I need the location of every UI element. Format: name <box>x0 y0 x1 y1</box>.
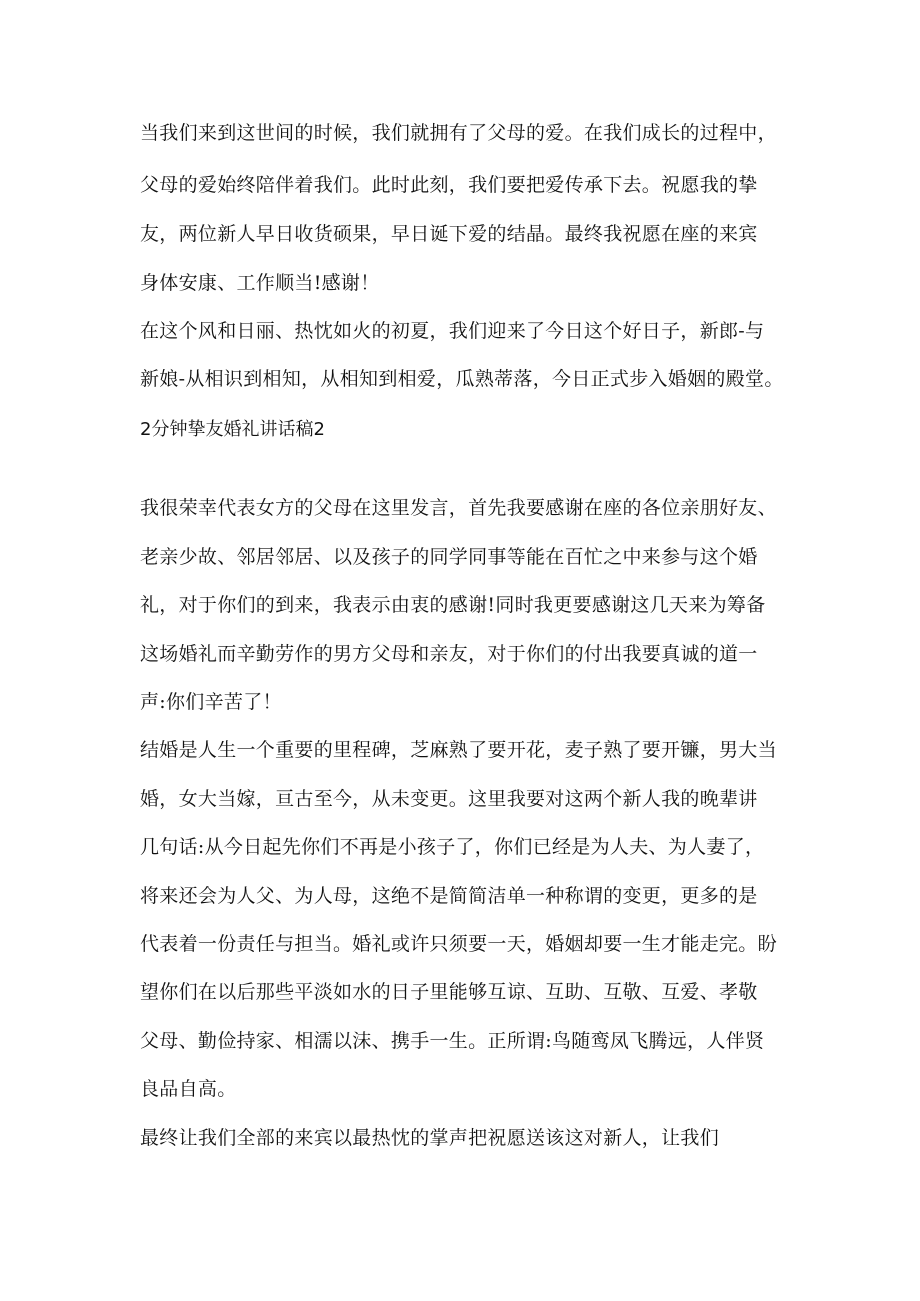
text-line: 父母的爱始终陪伴着我们。此时此刻，我们要把爱传承下去。祝愿我的挚 <box>140 174 758 196</box>
text-line: 婚，女大当嫁，亘古至今，从未变更。这里我要对这两个新人我的晚辈讲 <box>140 788 758 810</box>
text-line: 结婚是人生一个重要的里程碑，芝麻熟了要开花，麦子熟了要开镰，男大当 <box>140 739 777 761</box>
text-line: 良品自高。 <box>140 1078 237 1100</box>
text-line: 声:你们辛苦了！ <box>140 691 282 713</box>
text-line: 身体安康、工作顺当!感谢！ <box>140 272 380 294</box>
text-line: 新娘-从相识到相知，从相知到相爱，瓜熟蒂落，今日正式步入婚姻的殿堂。 <box>140 368 784 390</box>
text-line: 在这个风和日丽、热忱如火的初夏，我们迎来了今日这个好日子，新郎-与 <box>140 320 765 342</box>
text-line: 这场婚礼而辛勤劳作的男方父母和亲友，对于你们的付出我要真诚的道一 <box>140 643 758 665</box>
text-line: 礼，对于你们的到来，我表示由衷的感谢!同时我更要感谢这几天来为筹备 <box>140 594 766 616</box>
text-line: 老亲少故、邻居邻居、以及孩子的同学同事等能在百忙之中来参与这个婚 <box>140 546 758 568</box>
text-line: 望你们在以后那些平淡如水的日子里能够互谅、互助、互敬、互爱、孝敬 <box>140 981 758 1003</box>
text-line: 几句话:从今日起先你们不再是小孩子了，你们已经是为人夫、为人妻了， <box>140 836 765 858</box>
text-line: 当我们来到这世间的时候，我们就拥有了父母的爱。在我们成长的过程中， <box>140 122 777 144</box>
text-line: 将来还会为人父、为人母，这绝不是简简洁单一种称谓的变更，更多的是 <box>140 885 758 907</box>
section-heading: 2分钟挚友婚礼讲话稿2 <box>140 419 325 440</box>
text-line: 友，两位新人早日收货硕果，早日诞下爱的结晶。最终我祝愿在座的来宾 <box>140 223 758 245</box>
text-line: 最终让我们全部的来宾以最热忱的掌声把祝愿送该这对新人，让我们 <box>140 1127 720 1149</box>
text-line: 父母、勤俭持家、相濡以沫、携手一生。正所谓:鸟随鸾凤飞腾远，人伴贤 <box>140 1030 765 1052</box>
text-line: 我很荣幸代表女方的父母在这里发言，首先我要感谢在座的各位亲朋好友、 <box>140 497 777 519</box>
text-line: 代表着一份责任与担当。婚礼或许只须要一天，婚姻却要一生才能走完。盼 <box>140 933 777 955</box>
